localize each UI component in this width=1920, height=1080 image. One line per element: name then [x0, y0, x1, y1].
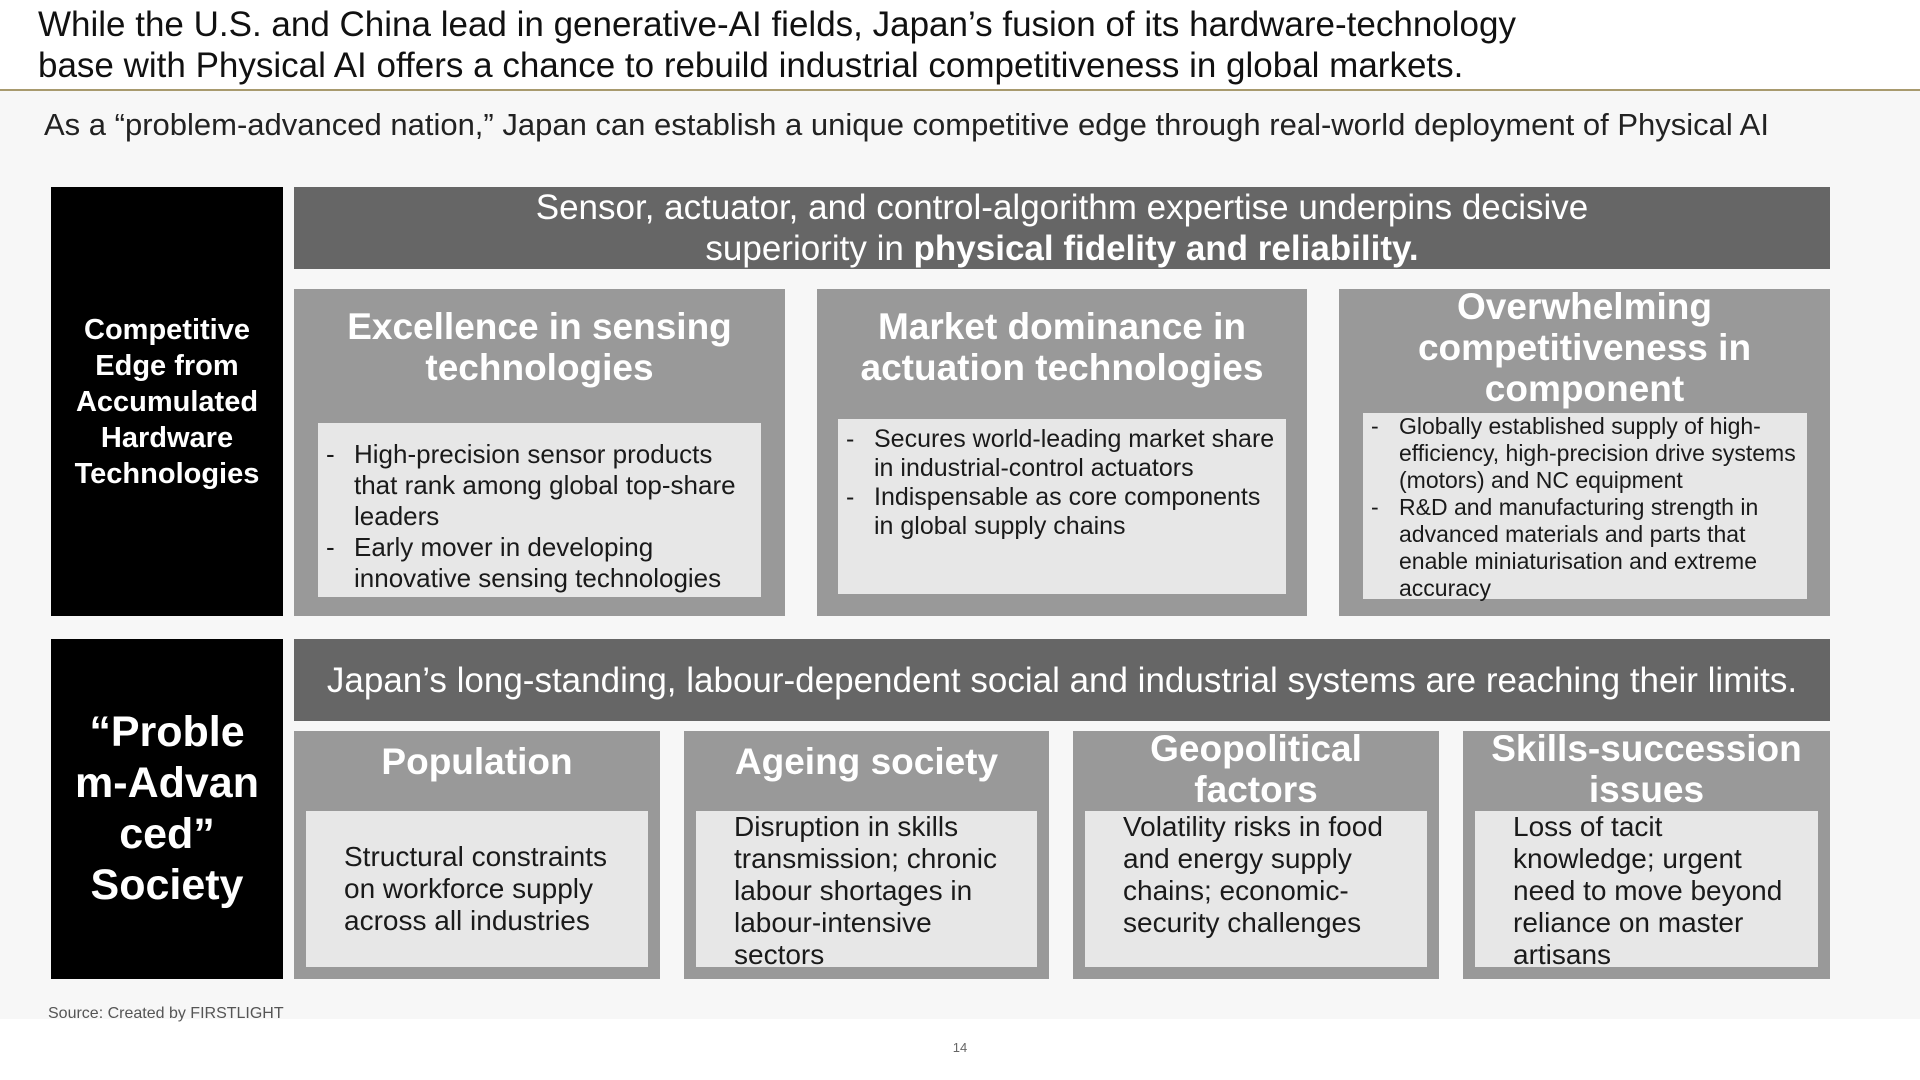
bullet-list — [838, 425, 1278, 541]
card-sensing-technologies — [294, 289, 785, 616]
card-title-line: Ageing society — [734, 741, 999, 782]
page-number: 14 — [952, 1040, 968, 1055]
bullet-list — [318, 439, 753, 594]
card-body: Disruption in skills transmission; chronic labour shortages in labour-intensive sectors — [696, 811, 1037, 967]
banner-plain-text: superiority in — [705, 229, 914, 268]
card-body — [1363, 413, 1807, 599]
card-title — [294, 306, 785, 388]
bullet-item: - Indispensable as core components in global supply chains — [838, 483, 1278, 541]
section-label-line: Competitive — [84, 313, 250, 346]
bullet-list — [1363, 413, 1799, 602]
section-label-society — [51, 639, 283, 979]
card-ageing-society — [684, 731, 1049, 979]
section-label-line: “Proble — [89, 708, 245, 756]
page-subtitle: As a “problem-advanced nation,” Japan can establish a unique competitive edge through real-world deployment of Physical AI — [44, 107, 1769, 142]
card-body: Loss of tacit knowledge; urgent need to move beyond reliance on master artisans — [1475, 811, 1818, 967]
section-label-hardware — [51, 187, 283, 616]
card-title — [1463, 728, 1830, 810]
bullet-item: - High-precision sensor products that rank among global top-share leaders — [318, 439, 753, 532]
section-label-line: Accumulated — [75, 385, 259, 418]
bullet-item: - Globally established supply of high-efficiency, high-precision drive systems (motors) and NC equipment — [1363, 413, 1799, 494]
banner-emphasis-text: physical fidelity and reliability. — [913, 229, 1419, 268]
card-title-line: component — [1484, 368, 1685, 409]
section-label-line: Hardware — [100, 421, 234, 454]
bullet-item: - R&D and manufacturing strength in advanced materials and parts that enable miniaturisation and extreme accuracy — [1363, 494, 1799, 602]
hardware-banner-line-1: Sensor, actuator, and control-algorithm expertise underpins decisive — [535, 188, 1589, 227]
source-note: Source: Created by FIRSTLIGHT — [48, 1005, 284, 1022]
card-geopolitical-factors — [1073, 728, 1439, 979]
section-label-line: Edge from — [95, 349, 239, 382]
card-title — [684, 741, 1049, 782]
card-title-line: Overwhelming — [1457, 286, 1712, 327]
card-title-line: Geopolitical — [1150, 728, 1362, 769]
card-title-line: technologies — [425, 347, 654, 388]
card-title-line: issues — [1588, 769, 1705, 810]
section-label-line: Technologies — [74, 457, 260, 490]
card-body: Structural constraints on workforce supply across all industries — [306, 811, 648, 967]
card-title-line: actuation technologies — [860, 347, 1264, 388]
page-title-line-2: base with Physical AI offers a chance to rebuild industrial competitiveness in global markets. — [38, 46, 1464, 85]
page-title — [38, 4, 1838, 86]
card-title — [294, 741, 660, 782]
card-component-competitiveness — [1339, 286, 1830, 616]
page-title-line-1: While the U.S. and China lead in generative-AI fields, Japan’s fusion of its hardware-technology — [38, 5, 1516, 44]
hardware-banner-line-2 — [536, 228, 1589, 269]
card-title-line: Excellence in sensing — [347, 306, 732, 347]
card-body — [838, 419, 1286, 594]
card-title-line: factors — [1194, 769, 1318, 810]
society-banner: Japan’s long-standing, labour-dependent social and industrial systems are reaching their limits. — [294, 639, 1830, 721]
card-title-line: competitiveness in — [1417, 327, 1752, 368]
card-title — [817, 306, 1307, 388]
card-population — [294, 731, 660, 979]
card-body: Volatility risks in food and energy supply chains; economic-security challenges — [1085, 811, 1427, 967]
card-body — [318, 423, 761, 597]
section-label-line: ced” — [119, 810, 215, 858]
card-title-line: Market dominance in — [877, 306, 1247, 347]
card-title-line: Skills-succession — [1491, 728, 1802, 769]
card-title — [1339, 286, 1830, 409]
hardware-banner — [294, 187, 1830, 269]
card-actuation-technologies — [817, 289, 1307, 616]
section-label-line: m-Advan — [75, 759, 259, 807]
section-label-line: Society — [90, 861, 244, 909]
card-title-line: Population — [381, 741, 573, 782]
bullet-item: - Secures world-leading market share in industrial-control actuators — [838, 425, 1278, 483]
card-skills-succession — [1463, 728, 1830, 979]
card-title — [1073, 728, 1439, 810]
bullet-item: - Early mover in developing innovative sensing technologies — [318, 532, 753, 594]
